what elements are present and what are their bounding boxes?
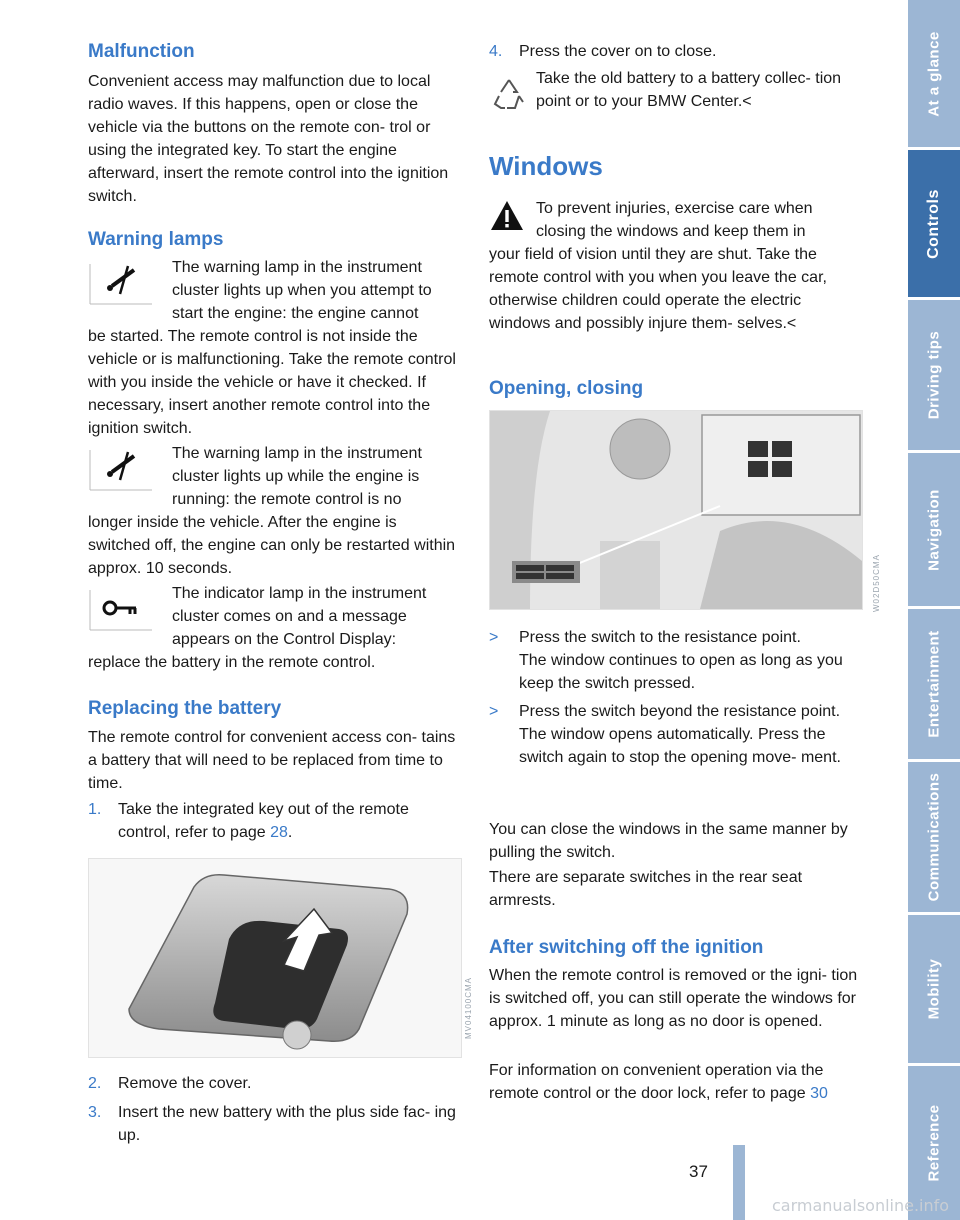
indicator-lamp-text: The indicator lamp in the instrument cluster comes on and a message appears on the Control Display: xyxy=(172,585,427,648)
image-code: MV04100CMA xyxy=(464,976,473,1039)
opening-closing-heading: Opening, closing xyxy=(489,378,644,399)
malfunction-heading: Malfunction xyxy=(88,41,195,62)
warning-lamps-heading: Warning lamps xyxy=(88,229,224,250)
recycle-note: Take the old battery to a battery collec- tion point or to your BMW Center.< xyxy=(536,70,842,110)
after-ignition-body: When the remote control is removed or the igni- tion is switched off, you can still operate the windows for approx. 1 minute as long as no door is opened. xyxy=(489,967,858,1030)
tab-controls[interactable]: Controls xyxy=(908,150,960,297)
page-number: 37 xyxy=(689,1162,708,1181)
window-switch-illustration xyxy=(490,411,862,609)
malfunction-body: Convenient access may malfunction due to local radio waves. If this happens, open or close the vehicle via the buttons on the remote con- trol or using the integrated key. To start the engine afterward, insert the remote control into the ignition switch. xyxy=(88,73,449,205)
recycle-icon xyxy=(489,74,529,121)
indicator-lamp-cont: replace the battery in the remote control. xyxy=(88,654,376,671)
bullet-marker: > xyxy=(489,703,499,720)
warning-triangle-icon xyxy=(489,199,525,240)
step-text: Insert the new battery with the plus side fac- ing up. xyxy=(118,1104,456,1144)
page-marker-bar xyxy=(733,1145,745,1220)
tab-at-a-glance[interactable]: At a glance xyxy=(908,0,960,147)
chapter-sidebar xyxy=(908,0,960,1220)
after-ignition-heading: After switching off the ignition xyxy=(489,937,764,958)
windows-heading: Windows xyxy=(489,151,603,181)
warning-lamp-1-cont: be started. The remote control is not inside the vehicle or is malfunctioning. Take the remote control with you inside the vehicle or have it checked. If necessary, insert another remote control into the ignition switch. xyxy=(88,328,456,437)
tab-navigation[interactable]: Navigation xyxy=(908,453,960,606)
step-text: Press the cover on to close. xyxy=(519,43,717,60)
tab-mobility[interactable]: Mobility xyxy=(908,915,960,1063)
bullet-line: The window opens automatically. Press the switch again to stop the opening move- ment. xyxy=(519,726,841,766)
tab-communications[interactable]: Communications xyxy=(908,762,960,912)
step-text: Remove the cover. xyxy=(118,1075,252,1092)
page-link[interactable]: 30 xyxy=(810,1085,828,1102)
replacing-battery-heading: Replacing the battery xyxy=(88,698,282,719)
warning-lamp-1-text: The warning lamp in the instrument cluster lights up when you attempt to start the engine: the engine cannot xyxy=(172,259,432,322)
warning-lamp-2-cont: longer inside the vehicle. After the engine is switched off, the engine can only be restarted within approx. 10 seconds. xyxy=(88,514,456,577)
windows-warning: To prevent injuries, exercise care when closing the windows and keep them in xyxy=(536,200,813,240)
remote-control-illustration xyxy=(89,859,461,1057)
windows-warning-cont: your field of vision until they are shut. Take the remote control with you when you leave the car, otherwise children could operate the electric windows and possibly injure them- selves.< xyxy=(489,246,827,332)
rear-text: There are separate switches in the rear seat armrests. xyxy=(489,869,803,909)
warning-lamp-2-text: The warning lamp in the instrument cluster lights up while the engine is running: the remote control is no xyxy=(172,445,422,508)
window-switch-photo xyxy=(489,410,863,610)
key-crossed-warning-icon xyxy=(88,442,154,501)
image-code: W02D50CMA xyxy=(872,554,881,612)
replacing-battery-body: The remote control for convenient access con- tains a battery that will need to be replaced from time to time. xyxy=(88,729,456,792)
page-link[interactable]: 28 xyxy=(270,824,288,841)
remote-control-photo xyxy=(88,858,473,1058)
tab-entertainment[interactable]: Entertainment xyxy=(908,609,960,759)
step-number: 4. xyxy=(489,43,503,60)
bullet-line: Press the switch beyond the resistance point. xyxy=(519,703,841,720)
convenient-operation-text: For information on convenient operation via the remote control or the door lock, refer to page 30 xyxy=(489,1062,828,1102)
key-crossed-warning-icon xyxy=(88,256,154,315)
bullet-line: Press the switch to the resistance point. xyxy=(519,629,801,646)
key-battery-indicator-icon xyxy=(88,582,154,641)
tab-reference[interactable]: Reference xyxy=(908,1066,960,1220)
tab-driving-tips[interactable]: Driving tips xyxy=(908,300,960,450)
step-number: 3. xyxy=(88,1104,102,1121)
bullet-marker: > xyxy=(489,629,499,646)
step-number: 1. xyxy=(88,801,102,818)
site-watermark: carmanualsonline.info xyxy=(772,1196,950,1215)
bullet-line: The window continues to open as long as you keep the switch pressed. xyxy=(519,652,843,692)
close-text: You can close the windows in the same manner by pulling the switch. xyxy=(489,821,848,861)
step-text: Take the integrated key out of the remote control, refer to page xyxy=(118,801,409,841)
step-number: 2. xyxy=(88,1075,102,1092)
